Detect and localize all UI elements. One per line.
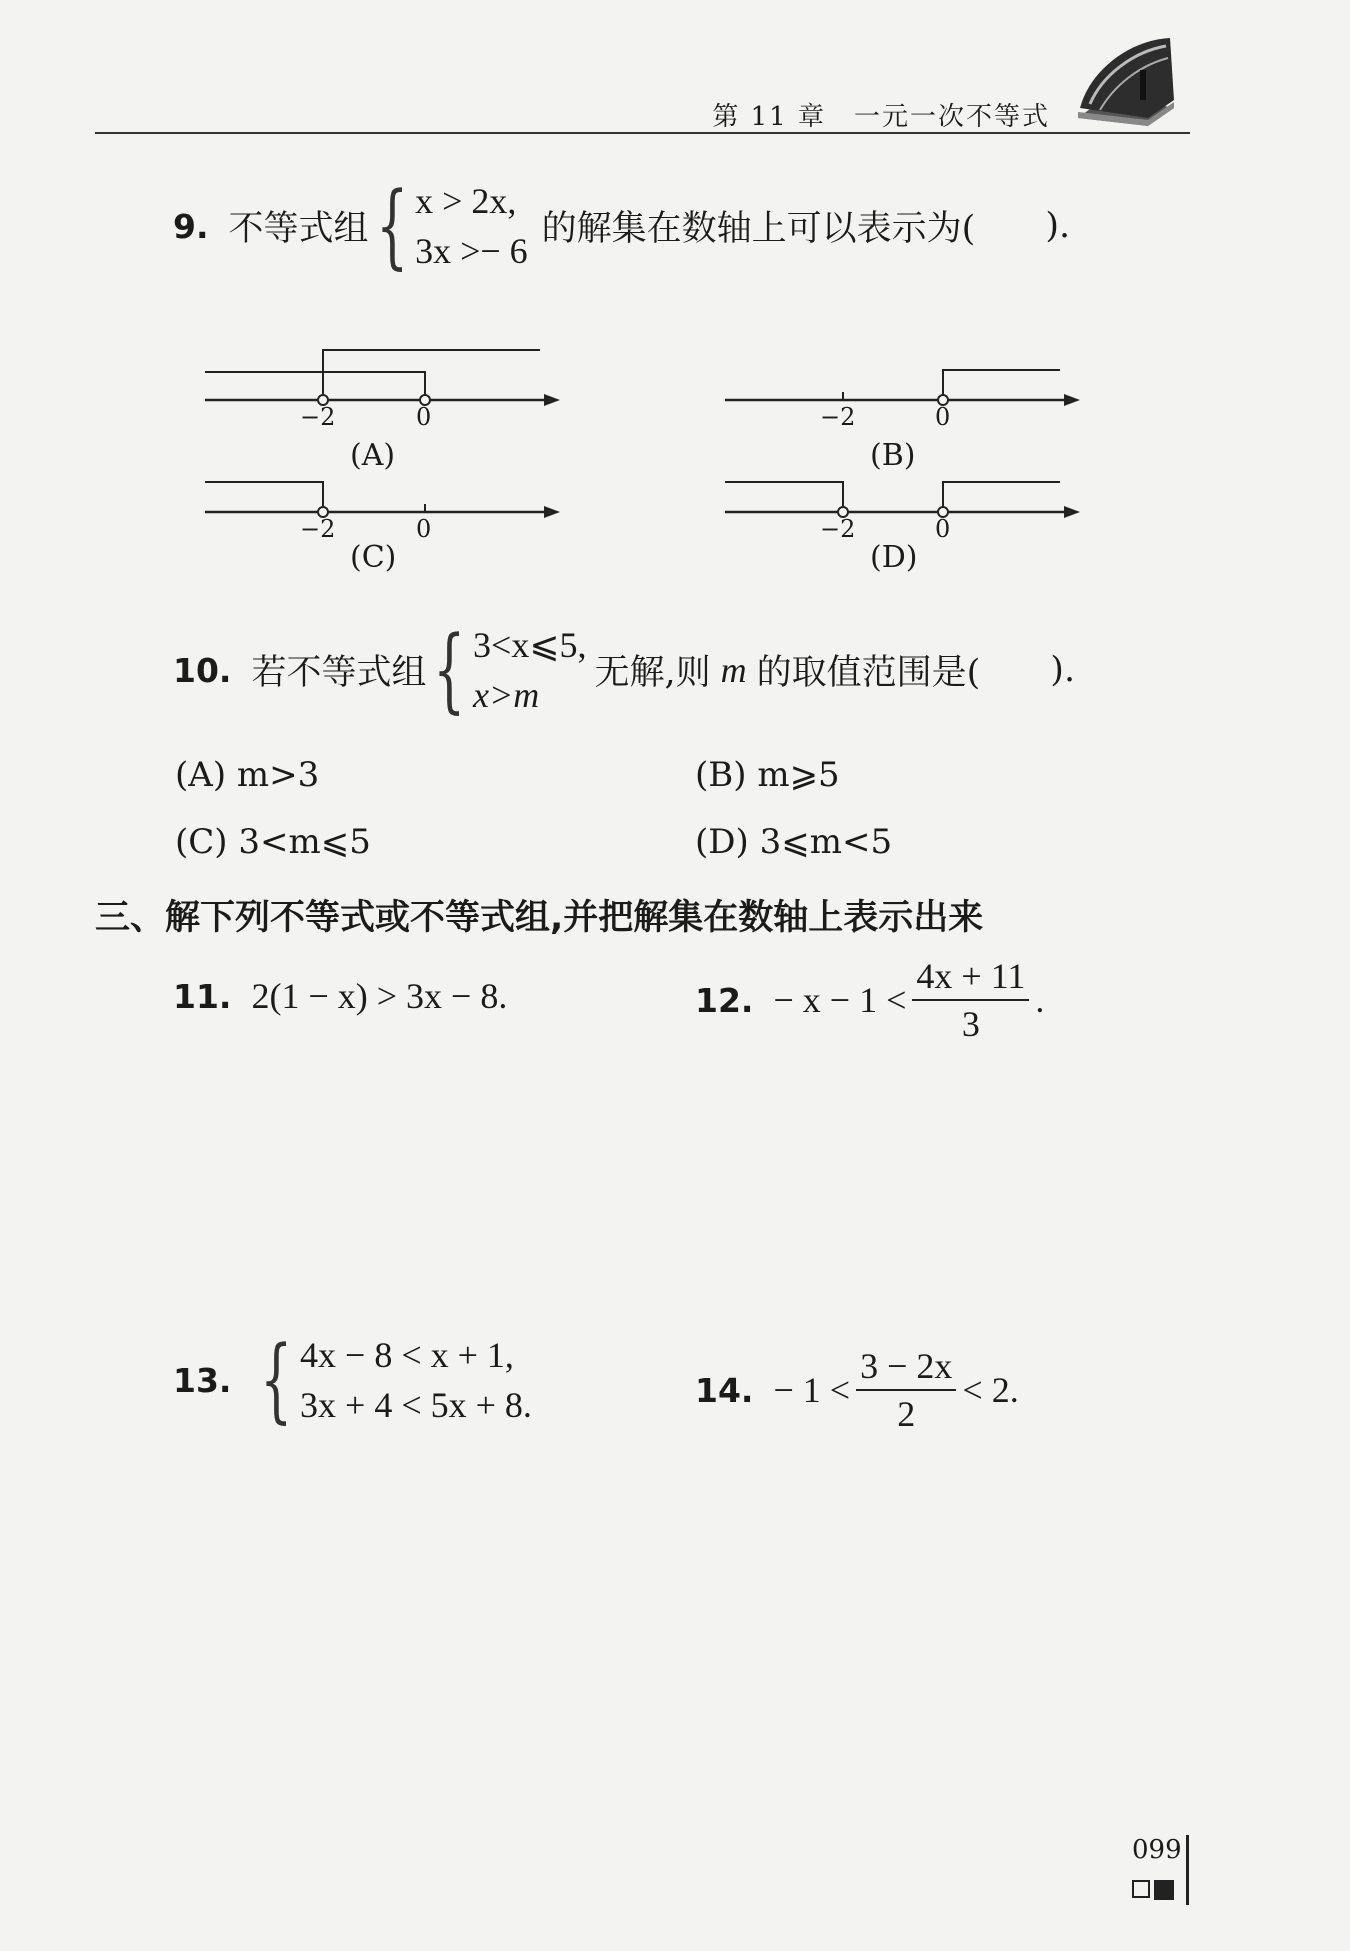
question-number: 13. [173, 1360, 232, 1400]
system-line-2: x>m [473, 675, 540, 716]
question-number: 10. [173, 650, 232, 690]
book-icon [1070, 30, 1180, 130]
section-heading: 三、解下列不等式或不等式组,并把解集在数轴上表示出来 [95, 898, 984, 938]
question-text: 的解集在数轴上可以表示为( [541, 209, 976, 250]
empty-square-icon [1132, 1880, 1150, 1898]
question-11 [173, 975, 507, 1017]
numerator: 4x + 11 [912, 955, 1029, 1001]
denominator: 3 [961, 1004, 980, 1044]
fraction [912, 955, 1029, 1045]
choice-d[interactable]: (D) 3⩽m<5 [695, 822, 893, 862]
question-text: 若不等式组 [251, 653, 427, 694]
tick-label: 0 [416, 403, 432, 431]
system-line-1: x > 2x, [415, 181, 517, 221]
question-10 [173, 616, 1076, 724]
system-line-2: 3x >− 6 [415, 231, 528, 272]
brace: { [375, 172, 408, 280]
page-number: 099 [1132, 1835, 1182, 1865]
tick-label: 0 [935, 403, 951, 431]
page-marker [1132, 1880, 1174, 1900]
chapter-number: 第 11 章 [712, 102, 826, 132]
number-line-option-a[interactable] [200, 340, 570, 440]
question-14 [695, 1345, 1019, 1435]
question-text: 无解,则 [594, 653, 711, 694]
question-text: 不等式组 [228, 209, 369, 250]
tick-label: −2 [300, 515, 336, 543]
brace: { [260, 1326, 293, 1434]
denominator: 2 [897, 1394, 916, 1434]
numerator: 3 − 2x [856, 1345, 956, 1391]
header-rule [95, 132, 1190, 134]
number-line-option-d[interactable] [720, 452, 1090, 552]
tick-label: −2 [820, 515, 856, 543]
tick-label: −2 [820, 403, 856, 431]
variable-m: m [720, 650, 747, 691]
chapter-title: 一元一次不等式 [853, 102, 1050, 132]
period: . [1035, 980, 1045, 1020]
option-label[interactable]: (A) [350, 438, 396, 473]
inequality-system [473, 620, 586, 721]
question-number: 11. [173, 976, 232, 1016]
footer-bar [1186, 1835, 1189, 1905]
system-line-2: 3x + 4 < 5x + 8. [300, 1385, 532, 1426]
inequality-system [415, 176, 528, 277]
option-label[interactable]: (C) [350, 540, 397, 575]
inequality-left: − x − 1 < [773, 980, 907, 1020]
question-13 [173, 1326, 532, 1434]
option-label[interactable]: (B) [870, 438, 916, 473]
question-12 [695, 955, 1044, 1045]
option-label[interactable]: (D) [870, 540, 918, 575]
tick-label: −2 [300, 403, 336, 431]
inequality-system [300, 1330, 532, 1431]
number-line-option-c[interactable] [200, 452, 570, 552]
inequality-right: < 2. [962, 1370, 1019, 1410]
inequality-left: − 1 < [773, 1370, 851, 1410]
number-line-option-b[interactable] [720, 340, 1090, 440]
system-line-1: 3<x⩽5, [473, 625, 587, 665]
question-number: 12. [695, 980, 754, 1020]
question-text: 的取值范围是( [756, 653, 981, 694]
chapter-header [684, 96, 1050, 133]
choice-c[interactable]: (C) 3<m⩽5 [175, 822, 371, 862]
tick-label: 0 [935, 515, 951, 543]
tick-label: 0 [416, 515, 432, 543]
system-line-1: 4x − 8 < x + 1, [300, 1335, 514, 1375]
filled-square-icon [1154, 1880, 1174, 1900]
choice-b[interactable]: (B) m⩾5 [695, 755, 840, 795]
inequality: 2(1 − x) > 3x − 8. [251, 976, 508, 1016]
question-9 [173, 172, 1071, 280]
brace: { [433, 616, 466, 724]
fraction [856, 1345, 956, 1435]
answer-blank-close: ). [1045, 206, 1071, 247]
answer-blank-close: ). [1050, 650, 1076, 691]
question-number: 9. [173, 206, 209, 246]
choice-a[interactable]: (A) m>3 [175, 755, 320, 795]
question-number: 14. [695, 1370, 754, 1410]
